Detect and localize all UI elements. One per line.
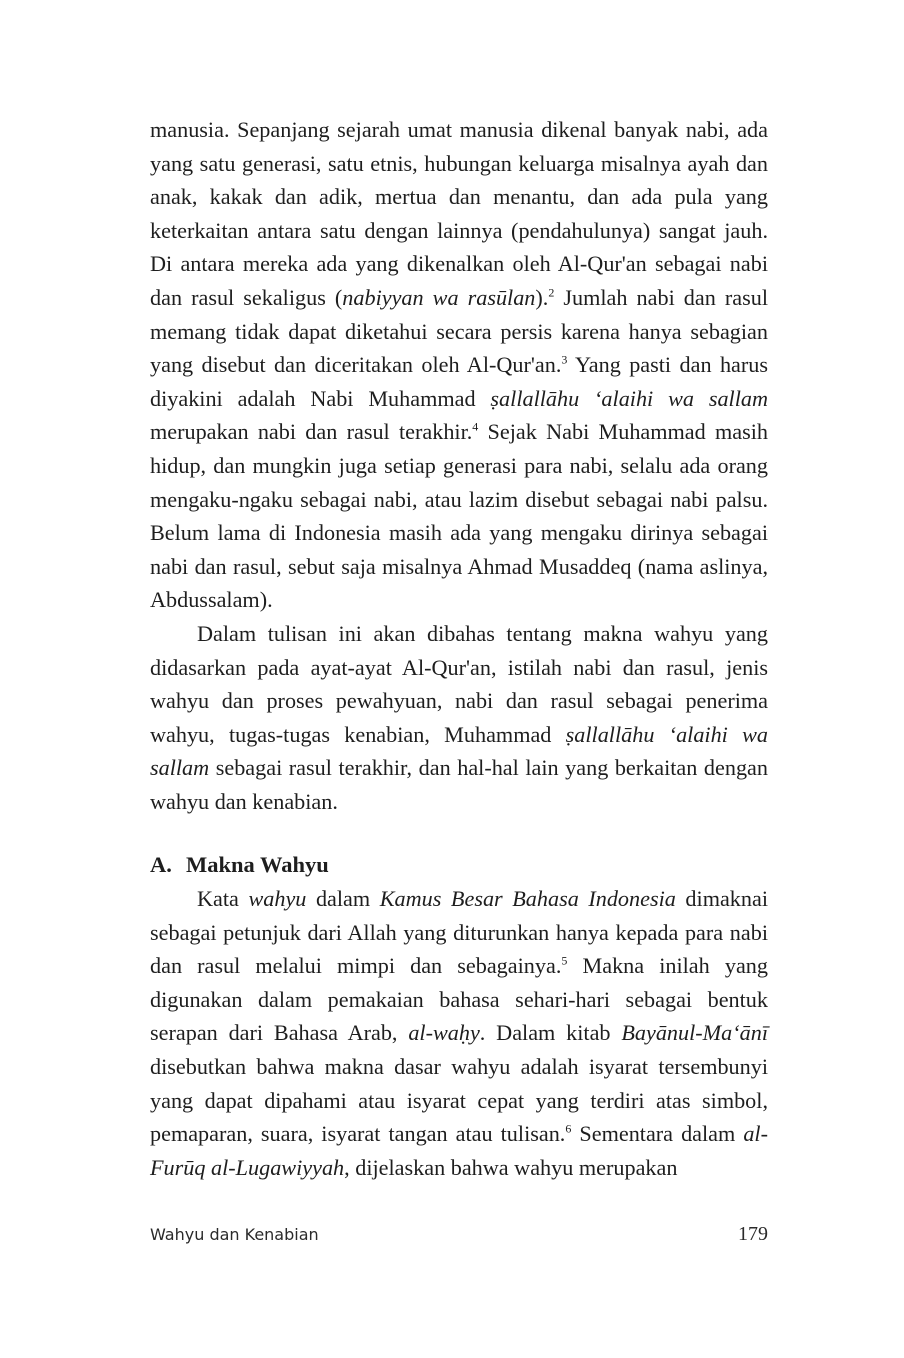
page-footer: [150, 1223, 768, 1246]
footnote-ref: 6: [565, 1121, 572, 1136]
footnote-ref: 2: [548, 285, 555, 300]
page-number: 179: [738, 1223, 768, 1245]
paragraph: manusia. Sepanjang sejarah umat manusia dikenal banyak nabi, ada yang satu generasi, satu etnis, hubungan keluarga misalnya ayah dan anak, kakak dan adik, mertua dan menantu, dan ada pula yang keterkaitan antara satu dengan lainnya (pendahulunya) sangat jauh. Di antara mereka ada yang dikenalkan oleh Al-Qur'an sebagai nabi dan rasul sekaligus (nabiyyan wa rasūlan).$^2$ Jumlah nabi dan rasul memang tidak dapat diketahui secara persis karena hanya sebagian yang disebut dan diceritakan oleh Al-Qur'an.$^3$ Yang pasti dan harus diyakini adalah Nabi Muhammad ṣallallāhu ‘alaihi wa sallam merupakan nabi dan rasul terakhir.$^4$ Sejak Nabi Muhammad masih hidup, dan mungkin juga setiap generasi para nabi, selalu ada orang mengaku-ngaku sebagai nabi, atau lazim disebut sebagai nabi palsu. Belum lama di Indonesia masih ada yang mengaku dirinya sebagai nabi dan rasul, sebut saja misalnya Ahmad Musaddeq (nama aslinya, Abdussalam).: [150, 117, 768, 613]
italic-term: Kamus Besar Bahasa Indonesia: [379, 886, 676, 912]
italic-term: wahyu: [248, 886, 307, 912]
section-letter: A.: [150, 852, 172, 878]
section-heading: [150, 848, 768, 882]
page-body: [150, 113, 768, 1184]
italic-term: ṣallallāhu ‘alaihi wa sallam: [150, 721, 768, 781]
italic-term: Bayānul-Ma‘ānī: [621, 1020, 768, 1046]
section-title: Makna Wahyu: [186, 852, 329, 878]
italic-term: nabiyyan wa rasūlan: [342, 284, 536, 310]
running-title: Wahyu dan Kenabian: [150, 1225, 319, 1244]
paragraph: Dalam tulisan ini akan dibahas tentang makna wahyu yang didasarkan pada ayat-ayat Al-Qur'an, istilah nabi dan rasul, jenis wahyu dan proses pewahyuan, nabi dan rasul sebagai penerima wahyu, tugas-tugas kenabian, Muhammad ṣallallāhu ‘alaihi wa sallam sebagai rasul terakhir, dan hal-hal lain yang berkaitan dengan wahyu dan kenabian.: [150, 620, 768, 814]
italic-term: al-waḥy: [408, 1020, 480, 1046]
italic-term: al-Furūq al-Lugawiyyah: [150, 1121, 768, 1180]
footnote-ref: 4: [472, 419, 479, 434]
paragraph: Kata wahyu dalam Kamus Besar Bahasa Indonesia dimaknai sebagai petunjuk dari Allah yang diturunkan hanya kepada para nabi dan rasul melalui mimpi dan sebagainya.$^5$ Makna inilah yang digunakan dalam pemakaian bahasa sehari-hari sebagai bentuk serapan dari Bahasa Arab, al-waḥy. Dalam kitab Bayānul-Ma‘ānī disebutkan bahwa makna dasar wahyu adalah isyarat tersembunyi yang dapat dipahami atau isyarat cepat yang terdiri atas simbol, pemaparan, suara, isyarat tangan atau tulisan.$^6$ Sementara dalam al-Furūq al-Lugawiyyah, dijelaskan bahwa wahyu merupakan: [150, 886, 768, 1180]
footnote-ref: 5: [561, 953, 568, 968]
italic-term: ṣallallāhu ‘alaihi wa sallam: [490, 385, 768, 411]
footnote-ref: 3: [561, 352, 568, 367]
